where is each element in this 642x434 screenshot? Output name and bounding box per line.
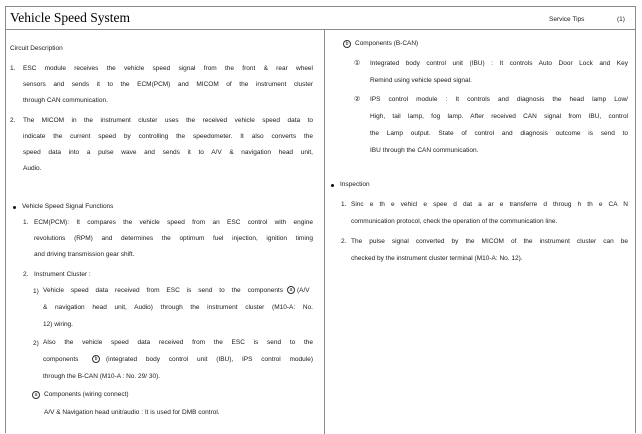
text-line: communication protocol, check the operation of the communication line. [351,218,558,225]
text-line: IBU through the CAN communication. [370,147,479,154]
text-line: High, tail lamp, fog lamp. After received CAN signal from IBU, control [370,113,628,120]
marker-b-icon: b [343,40,351,48]
text-line: Audio. [23,165,42,172]
item-number: 2. [341,238,347,245]
text-line: components [43,356,79,363]
sub-item-number: 1) [33,288,39,295]
bullet-icon [13,206,16,209]
instrument-cluster-label: Instrument Cluster : [34,271,91,278]
circuit-description-heading: Circuit Description [10,45,63,52]
components-bcan-label: Components (B-CAN) [355,40,419,47]
text-line: The pulse signal converted by the MICOM of the instrument cluster can be [351,238,628,245]
text-line: the Lamp output. State of control and diagnosis outcome is send to [370,130,628,137]
item-number: 1. [341,201,347,208]
text-line: (integrated body control unit (IBU), IPS control module) [106,356,313,363]
circled-two-icon: ② [354,96,361,103]
circled-one-icon: ① [354,60,361,67]
service-page [5,6,636,433]
item-number: 1. [23,219,29,226]
text-line: Remind using vehicle speed signal. [370,77,472,84]
item-number: 2. [23,271,29,278]
inspection-heading: Inspection [340,181,370,188]
text-line: 12) wiring. [43,321,73,328]
functions-heading: Vehicle Speed Signal Functions [22,203,114,210]
page-title: Vehicle Speed System [10,10,130,25]
page-number: (1) [617,16,625,23]
components-wiring-label: Components (wiring connect) [44,391,129,398]
text-line: and driving transmission gear shift. [34,251,135,258]
text-line: Vehicle speed data received from ESC is send to the components [43,287,283,294]
column-divider [324,30,325,434]
text-line: Integrated body control unit (IBU) : It controls Auto Door Lock and Key [370,60,628,67]
text-line: through the B-CAN (M10-A : No. 29/ 30). [43,373,161,380]
text-line: sensors and sends it to the ECM(PCM) and MICOM of the instrument cluster [23,81,313,88]
text-line: The MICOM in the instrument cluster uses the received vehicle speed data to [23,117,313,124]
text-line: revolutions (RPM) and determines the optimum fuel injection, ignition timing [34,235,313,242]
text-line: ESC module receives the vehicle speed signal from the front & rear wheel [23,65,313,72]
text-line: IPS control module : It controls and diagnosis the head lamp Low/ [370,96,628,103]
section-label: Service Tips [549,16,585,23]
bullet-icon [331,184,334,187]
text-line: speed data into a pulse wave and sends it to A/V & navigation head unit, [23,149,313,156]
text-line: Sinc e th e vehicl e spee d dat a ar e transferre d throug h th e CA N [351,201,628,208]
item-number: 2. [10,117,16,124]
marker-a-icon: a [32,391,40,399]
text-line: A/V & Navigation head unit/audio : It is used for DMB control. [44,409,220,416]
marker-a-icon: a [287,286,295,294]
text-line: through CAN communication. [23,97,108,104]
text-line: (A/V [297,287,310,294]
page-header [6,7,635,30]
text-line: & navigation head unit, Audio) through the instrument cluster (M10-A: No. [43,304,313,311]
text-line: Also the vehicle speed data received from the ESC is send to the [43,339,313,346]
text-line: indicate the current speed by controlling the speedometer. It also converts the [23,133,313,140]
marker-b-icon: b [92,355,100,363]
text-line: ECM(PCM): It compares the vehicle speed from an ESC control with engine [34,219,313,226]
item-number: 1. [10,65,16,72]
text-line: checked by the instrument cluster terminal (M10-A: No. 12). [351,255,523,262]
sub-item-number: 2) [33,340,39,347]
